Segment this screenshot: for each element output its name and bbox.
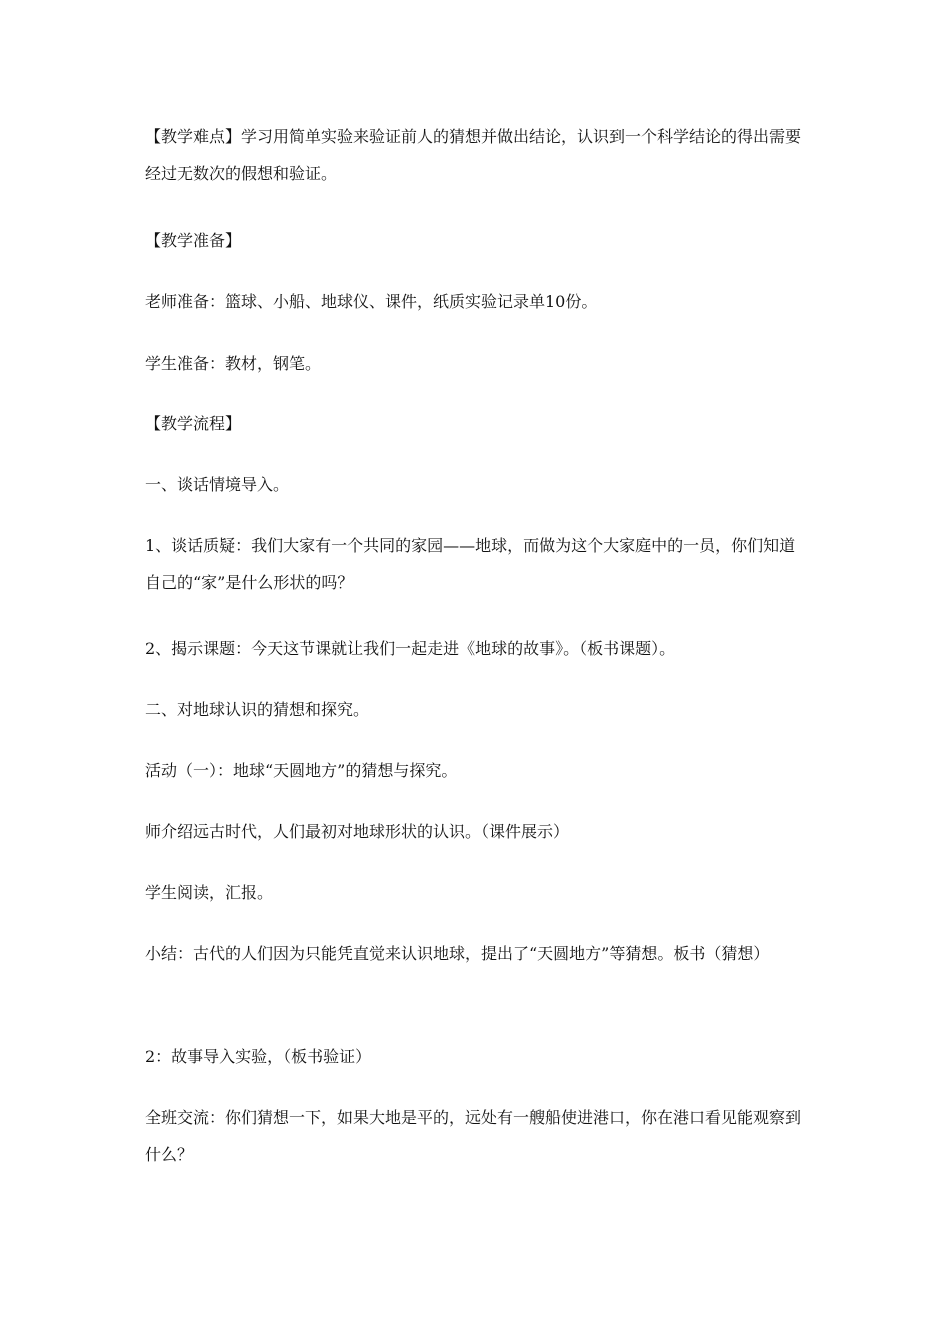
- paragraph-teacher-preparation: 老师准备：篮球、小船、地球仪、课件，纸质实验记录单10份。: [145, 292, 598, 311]
- paragraph-student-reading: 学生阅读，汇报。: [145, 883, 274, 902]
- paragraph-question: 1、谈话质疑：我们大家有一个共同的家园——地球，而做为这个大家庭中的一员，你们知道自己的“家”是什么形状的吗？: [145, 536, 796, 592]
- paragraph-teaching-difficulty: 【教学难点】学习用简单实验来验证前人的猜想并做出结论，认识到一个科学结论的得出需要经过无数次的假想和验证。: [145, 127, 802, 183]
- heading-teaching-process: 【教学流程】: [145, 414, 242, 433]
- paragraph-class-discussion: 全班交流：你们猜想一下，如果大地是平的，远处有一艘船使进港口，你在港口看见能观察到什么？: [145, 1108, 802, 1164]
- paragraph-summary: 小结：古代的人们因为只能凭直觉来认识地球，提出了“天圆地方”等猜想。板书（猜想）: [145, 944, 770, 963]
- section-heading-inquiry: 二、对地球认识的猜想和探究。: [145, 700, 370, 719]
- paragraph-student-preparation: 学生准备：教材，钢笔。: [145, 354, 322, 373]
- heading-teaching-preparation: 【教学准备】: [145, 231, 242, 250]
- paragraph-topic-reveal: 2、揭示课题：今天这节课就让我们一起走进《地球的故事》。（板书课题）。: [145, 639, 676, 658]
- section-heading-intro: 一、谈话情境导入。: [145, 475, 290, 494]
- paragraph-activity-one: 活动（一）：地球“天圆地方”的猜想与探究。: [145, 761, 458, 780]
- paragraph-story-experiment: 2：故事导入实验，（板书验证）: [145, 1047, 372, 1066]
- paragraph-teacher-intro: 师介绍远古时代，人们最初对地球形状的认识。（课件展示）: [145, 822, 570, 841]
